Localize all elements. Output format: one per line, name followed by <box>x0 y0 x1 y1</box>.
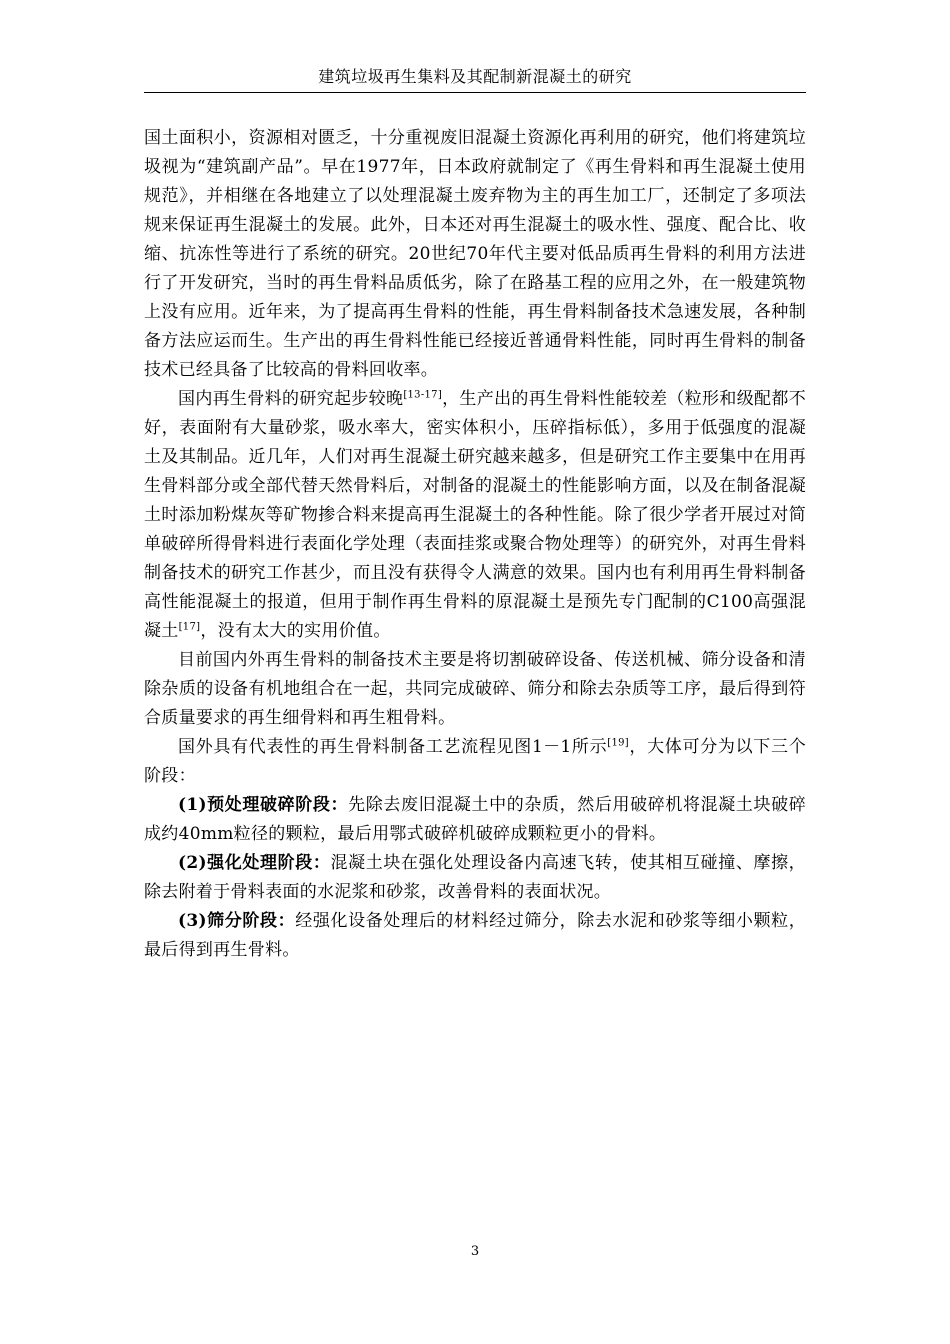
paragraph-text: ，没有太大的实用价值。 <box>200 621 391 641</box>
stage-label: (2)强化处理阶段： <box>178 853 331 873</box>
header-rule <box>144 92 806 93</box>
stage-item-pretreatment <box>144 791 806 849</box>
stage-item-screening <box>144 907 806 965</box>
paragraph-domestic-research <box>144 385 806 646</box>
paragraph-preparation-technology: 目前国内外再生骨料的制备技术主要是将切割破碎设备、传送机械、筛分设备和清除杂质的设备有机地组合在一起，共同完成破碎、筛分和除去杂质等工序，最后得到符合质量要求的再生细骨料和再生粗骨料。 <box>144 650 806 728</box>
stage-item-strengthening <box>144 849 806 907</box>
body-text <box>144 124 806 965</box>
paragraph-process-flow <box>144 733 806 791</box>
paragraph-text: ，大体可分为以下三个阶段： <box>144 737 806 786</box>
running-header: 建筑垃圾再生集料及其配制新混凝土的研究 <box>318 67 632 86</box>
stage-label: (1)预处理破碎阶段： <box>178 795 349 815</box>
paragraph-text: 国外具有代表性的再生骨料制备工艺流程见图1－1所示 <box>178 737 608 757</box>
citation: [13-17] <box>403 389 443 401</box>
stage-text: 混凝土块在强化处理设备内高速飞转，使其相互碰撞、摩擦，除去附着于骨料表面的水泥浆和砂浆，改善骨料的表面状况。 <box>144 853 806 902</box>
page-number: 3 <box>470 1244 480 1259</box>
stage-text: 先除去废旧混凝土中的杂质，然后用破碎机将混凝土块破碎成约40mm粒径的颗粒，最后用鄂式破碎机破碎成颗粒更小的骨料。 <box>144 795 806 844</box>
stage-text: 经强化设备处理后的材料经过筛分，除去水泥和砂浆等细小颗粒，最后得到再生骨料。 <box>144 911 806 960</box>
paragraph-text: ，生产出的再生骨料性能较差（粒形和级配都不好，表面附有大量砂浆，吸水率大，密实体积小，压碎指标低），多用于低强度的混凝土及其制品。近几年，人们对再生混凝土研究越来越多，但是研究工作主要集中在用再生骨料部分或全部代替天然骨料后，对制备的混凝土的性能影响方面，以及在制备混凝土时添加粉煤灰等矿物掺合料来提高再生混凝土的各种性能。除了很少学者开展过对简单破碎所得骨料进行表面化学处理（表面挂浆或聚合物处理等）的研究外，对再生骨料制备技术的研究工作甚少，而且没有获得令人满意的效果。国内也有利用再生骨料制备高性能混凝土的报道，但用于制作再生骨料的原混凝土是预先专门配制的C100高强混凝土 <box>144 389 806 641</box>
paragraph-japan-research: 国土面积小，资源相对匮乏，十分重视废旧混凝土资源化再利用的研究，他们将建筑垃圾视为“建筑副产品”。早在1977年，日本政府就制定了《再生骨料和再生混凝土使用规范》，并相继在各地建立了以处理混凝土废弃物为主的再生加工厂，还制定了多项法规来保证再生混凝土的发展。此外，日本还对再生混凝土的吸水性、强度、配合比、收缩、抗冻性等进行了系统的研究。20世纪70年代主要对低品质再生骨料的利用方法进行了开发研究，当时的再生骨料品质低劣，除了在路基工程的应用之外，在一般建筑物上没有应用。近年来，为了提高再生骨料的性能，再生骨料制备技术急速发展，各种制备方法应运而生。生产出的再生骨料性能已经接近普通骨料性能，同时再生骨料的制备技术已经具备了比较高的骨料回收率。 <box>144 128 806 380</box>
citation: [19] <box>607 737 630 749</box>
paragraph-text: 国内再生骨料的研究起步较晚 <box>178 389 404 409</box>
citation: [17] <box>178 621 201 633</box>
stage-label: (3)筛分阶段： <box>178 911 296 931</box>
